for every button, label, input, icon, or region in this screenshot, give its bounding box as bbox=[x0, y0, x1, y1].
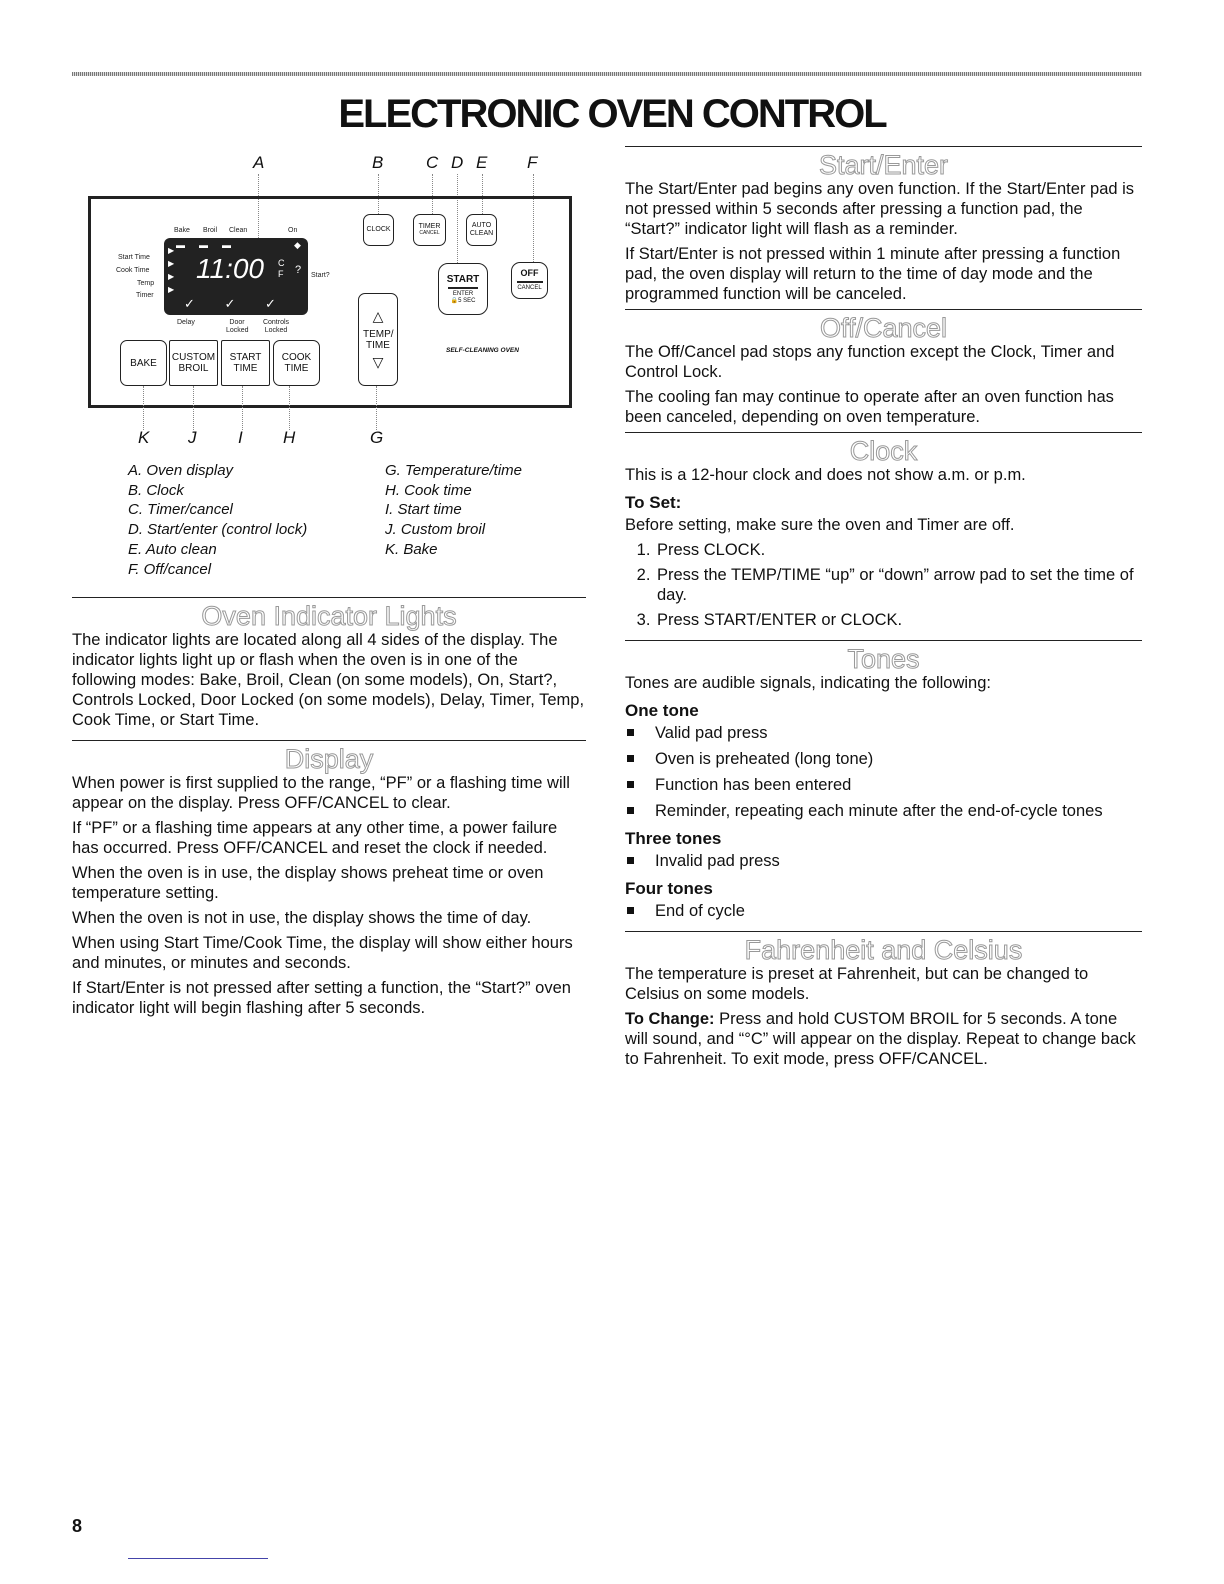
step: 3. Press START/ENTER or CLOCK. bbox=[655, 610, 1142, 630]
legend-item: C. Timer/cancel bbox=[128, 501, 233, 519]
paragraph: The Off/Cancel pad stops any function except the Clock, Timer and Control Lock. bbox=[625, 343, 1115, 381]
custom-broil-button[interactable]: CUSTOM BROIL bbox=[169, 340, 218, 386]
paragraph: Before setting, make sure the oven and Timer are off. bbox=[625, 516, 1015, 534]
legend-item: J. Custom broil bbox=[385, 521, 486, 539]
page-number: 8 bbox=[72, 1516, 83, 1536]
auto-clean-button[interactable]: AUTO CLEAN bbox=[466, 214, 497, 246]
ind-temp: Temp bbox=[137, 280, 155, 287]
legend-item: A. Oven display bbox=[128, 462, 234, 479]
oven-display bbox=[164, 238, 308, 315]
subheading: To Set: bbox=[625, 493, 682, 512]
on-diamond-icon: ◆ bbox=[294, 240, 301, 250]
bullet: Invalid pad press bbox=[625, 851, 1142, 871]
subheading: Three tones bbox=[625, 829, 722, 848]
bullet-list bbox=[625, 851, 1142, 871]
callout-h: H bbox=[283, 428, 296, 447]
section-heading: Display bbox=[72, 740, 586, 769]
paragraph: When the oven is not in use, the display shows the time of day. bbox=[72, 909, 532, 927]
display-units bbox=[278, 258, 285, 280]
paragraph: If Start/Enter is not pressed within 1 minute after pressing a function pad, the oven display will return to the time of day mode and the programmed function will be canceled. bbox=[625, 245, 1121, 303]
callout-f: F bbox=[527, 153, 538, 172]
start-enter-button[interactable] bbox=[438, 263, 488, 315]
display-time: 11:00 bbox=[196, 254, 264, 284]
off-cancel-button[interactable] bbox=[511, 262, 548, 299]
paragraph: When power is first supplied to the range, “PF” or a flashing time will appear on the display. Press OFF/CANCEL to clear. bbox=[72, 774, 570, 812]
paragraph: Tones are audible signals, indicating the following: bbox=[625, 674, 991, 692]
legend-item: H. Cook time bbox=[385, 481, 472, 499]
timer-label: TIMER bbox=[418, 223, 441, 231]
callout-b: B bbox=[372, 153, 384, 172]
ind-start: Start? bbox=[311, 272, 330, 279]
celsius: C bbox=[278, 258, 285, 268]
callout-e: E bbox=[476, 153, 488, 172]
bullet: Valid pad press bbox=[625, 723, 1142, 743]
paragraph: This is a 12-hour clock and does not show a.m. or p.m. bbox=[625, 466, 1026, 484]
bullet: Function has been entered bbox=[625, 775, 1142, 795]
timer-sub: CANCEL bbox=[419, 230, 440, 237]
left-column bbox=[72, 597, 586, 1023]
legend-right bbox=[385, 461, 522, 560]
ind-clean: Clean bbox=[229, 227, 248, 234]
start-label: START bbox=[446, 273, 480, 285]
off-label: OFF bbox=[520, 268, 539, 279]
legend-item: D. Start/enter (control lock) bbox=[128, 521, 308, 539]
timer-cancel-button[interactable] bbox=[413, 214, 446, 246]
ind-timer: Timer bbox=[136, 292, 154, 299]
temp-time-button[interactable] bbox=[358, 293, 398, 386]
callout-j: J bbox=[188, 428, 197, 447]
ind-controls-locked: Controls Locked bbox=[262, 319, 290, 334]
top-rule bbox=[72, 72, 1142, 76]
callout-c: C bbox=[426, 153, 439, 172]
bullet: Reminder, repeating each minute after the end-of-cycle tones bbox=[625, 801, 1142, 821]
ind-delay: Delay bbox=[177, 319, 195, 326]
bullet: Oven is preheated (long tone) bbox=[625, 749, 1142, 769]
paragraph: If Start/Enter is not pressed after setting a function, the “Start?” oven indicator light will begin flashing after 5 seconds. bbox=[72, 979, 571, 1017]
cancel-label: CANCEL bbox=[517, 285, 542, 292]
lock-icon: 🔒 bbox=[450, 297, 459, 304]
bullet-list bbox=[625, 901, 1142, 921]
ind-start-time: Start Time bbox=[118, 254, 150, 261]
ind-on: On bbox=[288, 227, 298, 234]
section-heading: Clock bbox=[625, 432, 1142, 461]
ind-door-locked: Door Locked bbox=[226, 319, 249, 334]
ind-bake: Bake bbox=[174, 227, 190, 234]
paragraph: When using Start Time/Cook Time, the display will show either hours and minutes, or minutes and seconds. bbox=[72, 934, 573, 972]
callout-k: K bbox=[138, 428, 150, 447]
callout-i: I bbox=[238, 428, 243, 447]
up-arrow-icon[interactable]: △ bbox=[372, 308, 384, 325]
paragraph: The temperature is preset at Fahrenheit, but can be changed to Celsius on some models. bbox=[625, 965, 1089, 1003]
ind-cook-time: Cook Time bbox=[116, 267, 150, 274]
divider bbox=[517, 281, 543, 283]
start-question: ? bbox=[295, 264, 302, 276]
paragraph bbox=[625, 1009, 1142, 1069]
paragraph: The cooling fan may continue to operate after an oven function has been canceled, depending on oven temperature. bbox=[625, 388, 1114, 426]
section-heading: Off/Cancel bbox=[625, 309, 1142, 338]
legend-item: I. Start time bbox=[385, 501, 462, 519]
fahrenheit: F bbox=[278, 269, 284, 279]
subheading: One tone bbox=[625, 701, 699, 720]
bar-indicators: ▬▬▬ bbox=[176, 240, 245, 250]
enter-label: ENTER bbox=[452, 290, 474, 297]
ind-broil: Broil bbox=[203, 227, 218, 234]
legend-item: G. Temperature/time bbox=[385, 462, 522, 479]
lock-label: 🔒5 SEC bbox=[450, 297, 476, 304]
temp-time-label: TEMP/ TIME bbox=[363, 328, 394, 351]
steps-list bbox=[625, 540, 1142, 630]
label: To Change: bbox=[625, 1010, 715, 1028]
text: Press and hold CUSTOM BROIL for 5 seconds. A tone will sound, and “°C” will appear on the display. Repeat to change back to Fahrenheit. To exit mode, press OFF/CANCEL. bbox=[625, 1010, 1136, 1068]
arrow-icons: ▶ ▶ ▶ ▶ bbox=[168, 246, 175, 294]
cook-time-button[interactable]: COOK TIME bbox=[273, 340, 320, 386]
callout-g: G bbox=[370, 428, 384, 447]
section-heading: Oven Indicator Lights bbox=[72, 597, 586, 626]
bake-button[interactable]: BAKE bbox=[120, 340, 167, 386]
page-title: ELECTRONIC OVEN CONTROL bbox=[338, 92, 886, 136]
legend-item: F. Off/cancel bbox=[128, 560, 212, 578]
section-heading: Fahrenheit and Celsius bbox=[625, 931, 1142, 960]
start-time-button[interactable]: START TIME bbox=[221, 340, 270, 386]
footer-rule bbox=[128, 1558, 268, 1559]
paragraph: The Start/Enter pad begins any oven function. If the Start/Enter pad is not pressed within 5 seconds after pressing a function pad, the “Start?” indicator light will flash as a reminder. bbox=[625, 180, 1135, 238]
clock-button[interactable]: CLOCK bbox=[363, 214, 394, 246]
section-heading: Start/Enter bbox=[625, 146, 1142, 175]
brand-label: SELF-CLEANING OVEN bbox=[446, 347, 519, 354]
bullet-list bbox=[625, 723, 1142, 821]
paragraph: When the oven is in use, the display shows preheat time or oven temperature setting. bbox=[72, 864, 544, 902]
step: 1. Press CLOCK. bbox=[655, 540, 1142, 560]
divider bbox=[448, 287, 478, 289]
section-heading: Tones bbox=[625, 640, 1142, 669]
callout-a: A bbox=[253, 153, 265, 172]
legend-left bbox=[128, 461, 307, 579]
bullet: End of cycle bbox=[625, 901, 1142, 921]
subheading: Four tones bbox=[625, 879, 713, 898]
down-arrow-icon[interactable]: ▽ bbox=[372, 353, 384, 370]
legend-item: E. Auto clean bbox=[128, 540, 217, 558]
paragraph: If “PF” or a flashing time appears at any other time, a power failure has occurred. Press OFF/CANCEL and reset the clock if needed. bbox=[72, 819, 558, 857]
right-column bbox=[625, 146, 1142, 1074]
check-icons: ✓ ✓ ✓ bbox=[184, 296, 276, 311]
paragraph: The indicator lights are located along all 4 sides of the display. The indicator lights light up or flash when the oven is in one of the following modes: Bake, Broil, Clean (on some models), On, Start?, Controls Locked, Door Locked (on some models), Delay, Timer, Temp, Cook Time, or Start Time. bbox=[72, 631, 585, 729]
legend-item: K. Bake bbox=[385, 540, 438, 558]
step: 2. Press the TEMP/TIME “up” or “down” arrow pad to set the time of day. bbox=[655, 565, 1142, 605]
callout-d: D bbox=[451, 153, 464, 172]
legend-item: B. Clock bbox=[128, 481, 184, 499]
